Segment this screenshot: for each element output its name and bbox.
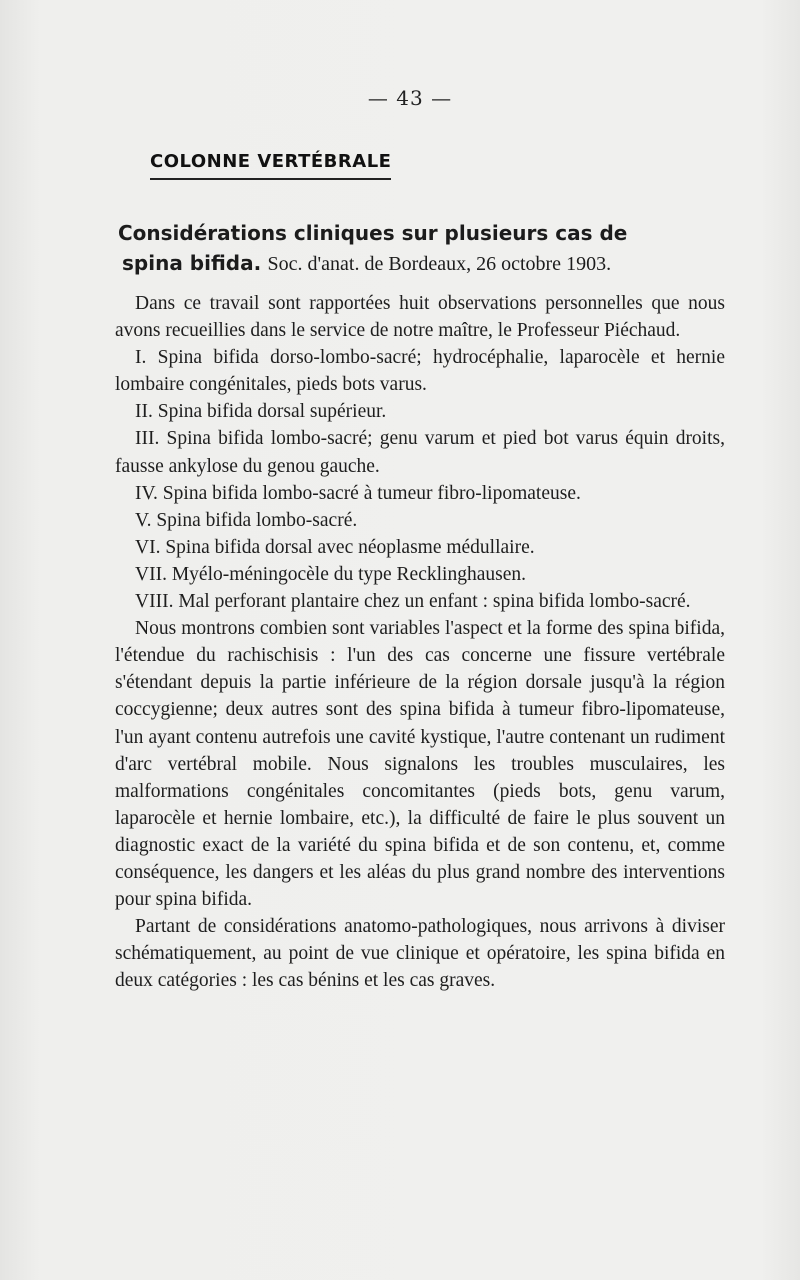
article-title-line-1 xyxy=(118,218,724,248)
article-header xyxy=(118,218,724,279)
body-paragraph-2: Partant de considérations anatomo-pathologiques, nous arrivons à diviser schématiquement, au point de vue clinique et opératoire, les spina bifida en deux catégories : les cas bénins et les cas graves. xyxy=(115,916,725,992)
article-body xyxy=(115,290,725,994)
observation-4: IV. Spina bifida lombo-sacré à tumeur fibro-lipomateuse. xyxy=(135,482,581,504)
article-title-part-1: Considérations cliniques sur plusieurs cas de xyxy=(118,221,628,245)
observation-3: III. Spina bifida lombo-sacré; genu varum et pied bot varus équin droits, fausse ankylose du genou gauche. xyxy=(115,428,725,477)
observation-7: VII. Myélo-méningocèle du type Recklinghausen. xyxy=(135,563,526,585)
body-paragraph-1: Nous montrons combien sont variables l'aspect et la forme des spina bifida, l'étendue du rachischisis : l'un des cas concerne une fissure vertébrale s'étendant depuis la partie inférieure de la région dorsale jusqu'à la région coccygienne; deux autres sont des spina bifida à tumeur fibro-lipomateuse, l'un ayant contenu autrefois une cavité kystique, l'autre contenant un rudiment d'arc vertébral mobile. Nous signalons les troubles musculaires, les malformations congénitales concomitantes (pieds bots, genu varum, laparocèle et hernie lombaire, etc.), la difficulté de faire le plus souvent un diagnostic exact de la variété du spina bifida et de son contenu, et, comme conséquence, les dangers et les aléas du plus grand nombre des interventions pour spina bifida. xyxy=(115,618,725,911)
observation-1: I. Spina bifida dorso-lombo-sacré; hydrocéphalie, laparocèle et hernie lombaire congénitales, pieds bots varus. xyxy=(115,347,725,396)
observation-8: VIII. Mal perforant plantaire chez un enfant : spina bifida lombo-sacré. xyxy=(135,591,691,613)
intro-paragraph: Dans ce travail sont rapportées huit observations personnelles que nous avons recueillies dans le service de notre maître, le Professeur Piéchaud. xyxy=(115,293,725,342)
observation-5: V. Spina bifida lombo-sacré. xyxy=(135,509,358,531)
page-number: — 43 — xyxy=(367,86,453,110)
observation-6: VI. Spina bifida dorsal avec néoplasme médullaire. xyxy=(135,536,535,558)
article-reference: Soc. d'anat. de Bordeaux, 26 octobre 1903. xyxy=(267,253,612,275)
section-heading: COLONNE VERTÉBRALE xyxy=(150,151,391,180)
article-title-part-2: spina bifida. xyxy=(122,251,262,275)
article-title-line-2 xyxy=(118,248,724,279)
observation-2: II. Spina bifida dorsal supérieur. xyxy=(135,401,387,423)
